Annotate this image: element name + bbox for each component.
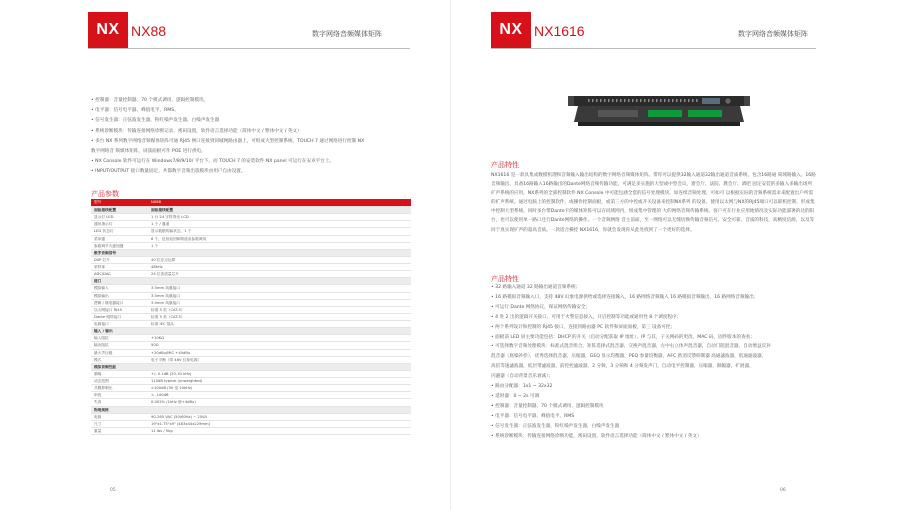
- table-row: [91, 249, 411, 256]
- param-key: 动态范围: [91, 378, 148, 385]
- table-row: [91, 378, 411, 385]
- page-number: 05: [110, 488, 116, 493]
- param-value: 90-265 VAC (50/60Hz) ~ 20VA: [148, 413, 411, 420]
- param-key: 重量: [91, 427, 148, 434]
- param-key: 最大声压级: [91, 349, 148, 356]
- param-key: 通讯指示灯: [91, 221, 148, 228]
- param-value: 标准 5 类（CAT-5）: [148, 306, 411, 313]
- param-value: 3.5mm 凤凰接口: [148, 299, 411, 306]
- params-header-row: [91, 199, 411, 207]
- param-value: 0.002% (1kHz @+4dBu): [148, 399, 411, 406]
- table-row: [91, 349, 411, 356]
- param-key: 电源: [91, 413, 148, 420]
- table-row: [91, 278, 411, 285]
- param-key: 共模抑制比: [91, 385, 148, 392]
- param-key: 数字音频信号: [91, 249, 148, 256]
- header-divider: [491, 48, 816, 49]
- table-row: [91, 427, 411, 434]
- table-row: [91, 313, 411, 320]
- brand-logo: NX: [88, 12, 128, 48]
- list-item: • 可选择数字音频处理模块：标准式混音组合，矩阵选择式混音器，交换声混音器，左中右立体声混音器，自动门阻混音器，自动增益反补: [491, 344, 771, 350]
- param-value: 标准 IEC 插头: [148, 321, 411, 328]
- param-key: 面板接线配置: [91, 207, 148, 214]
- params-table: [91, 199, 411, 435]
- list-item: • 16 路模拟音频输入口，支持 48V 幻象电源供给或选择连接输入，16 路网络音频输入 16 路模拟音频输出，16 路网络音频输出；: [491, 294, 759, 300]
- feature-list: [91, 96, 426, 178]
- list-item: • INPUT/OUTPUT 接口数量固定，共都数字音频出簇模块由用户自由设置。: [91, 169, 246, 175]
- param-key: LED 状态灯: [91, 228, 148, 235]
- param-key: 逻辑 / 继电器接口: [91, 299, 148, 306]
- table-row: [91, 413, 411, 420]
- param-value: 1 个 / 通道: [148, 221, 411, 228]
- param-value: [148, 406, 411, 413]
- tagline: 数字网络音频媒体矩阵: [738, 30, 808, 38]
- list-item: • 系统诊断模块：传输连接网络诊断功能，密码设置，软件语言选择功能（简体中文 / 繁体中文 / 英文）: [491, 433, 702, 439]
- table-row: [91, 342, 411, 349]
- list-item: • 系统诊断模块：传输连接网络诊断记录，密码设置，软件语言选择功能（简体中文 / 繁体中文 / 英文）: [91, 128, 302, 134]
- param-value: 19"x1.75"x9" (483x44x229mm): [148, 420, 411, 427]
- list-item: • 电平器：信号电平器、峰值电平、RMS: [491, 413, 575, 419]
- param-key: 显示灯 LED: [91, 214, 148, 221]
- table-row: [91, 299, 411, 306]
- param-key: 串扰: [91, 392, 148, 399]
- table-row: [91, 370, 411, 377]
- param-value: 6 个，包括返回和路迹录参数调用: [148, 235, 411, 242]
- table-row: [91, 321, 411, 328]
- table-row: [91, 399, 411, 406]
- tagline: 数字网络音频媒体矩阵: [312, 30, 382, 38]
- param-key: 模拟输入: [91, 285, 148, 292]
- param-value: 显示数据传输状态，1 个: [148, 228, 411, 235]
- header-divider: [88, 48, 410, 49]
- param-value: 面板接线配置: [148, 207, 411, 214]
- table-row: [91, 214, 411, 221]
- table-row: [91, 285, 411, 292]
- param-value: 110dB typical (unweighted): [148, 378, 411, 385]
- param-value: +20dBu/MIC +40dBu: [148, 349, 411, 356]
- list-item: • 32 路输入通道 32 路输出通道音频系统；: [491, 285, 581, 290]
- list-item: • 信号发生器：正弦波发生器，粉红噪声发生器，白噪声发生器: [91, 118, 220, 124]
- model-name: NX1616: [534, 23, 585, 39]
- param-value: 1 行 24 字符背光 LCD: [148, 214, 411, 221]
- list-item: • 面板前 LED 屏主要功能包括：DHCP 的开关（启动分配获取 IP 地址），IP 与其，子关网码的更改，MAC 码，固件版本的查看；: [491, 334, 755, 340]
- list-item: • NX Console 软件可运行在 Windows7/8/9/10/ 平台下，而 TOUCH 7 的安装软件 NX panel 可运行在安卓平台上。: [91, 159, 335, 165]
- param-key: 频响: [91, 370, 148, 377]
- table-row: [91, 221, 411, 228]
- param-key: DSP 芯片: [91, 256, 148, 263]
- table-row: [91, 207, 411, 214]
- list-item: 闪避器（自动背景音乐衰减）；: [491, 374, 554, 380]
- list-item: • 4 进 2 出的逻辑开关接口，可用于火警信息接入，开启控制等功能或通用性 8 个调度程序；: [491, 314, 682, 320]
- param-value: [148, 249, 411, 256]
- param-value: [148, 363, 411, 370]
- list-item: 数字网络音 频媒体矩阵，屏簇面板可作 POE 进行供电。: [91, 149, 206, 155]
- param-value: 50Ω: [148, 342, 411, 349]
- intro-paragraph: NX1616 是一款具集成数模机理和音频输入输出结构的数字网络音频媒体矩阵。带你可以提供32输入通道32输出通道音质系统，包含16路通 简域路输入、16路音频输出、具备16路输入16路输出的Dante网络音频传输功能。可满足多实施的大型或中型会议，窗会厅、法院、教会厅、酒吧 固定安装的多输入多输出场所扩声系统的应用。NX系列的全部控制软件 NX Console 中可能包涵全套的信号处理模块。如连续音频处理，可如可 以根据实际的音频系统需求来配置出户所需的扩声系统。通过电脑上的控制软件，或操作控制面板，或第三方的中控或开关设备来控制NX系列 的设备。使用以太网与NX的RJ45端口可以联机控制，形成集中控制大型系统。同时多台带Dante卡的媒体矩阵可以在同域网内，组成集中管理的 大的网络音频传输系统。客户可在行业应用地情况及实际功能部署的达的阳台，也可以使用单一路口还行Dante网络的操作。一个音频网络 音主前面，至一网络可以无缝切换传输音频信号。安全可靠。音质的科技，高精度信源，以及等同于真实现扩声的超高音质。一款适合操控 NX1616，你就会发现你从此处找到了一个更好的选择。: [491, 173, 816, 233]
- param-key: 电源接口: [91, 321, 148, 328]
- param-key: 菜单键: [91, 235, 148, 242]
- param-value: 3.5mm 凤凰接口: [148, 285, 411, 292]
- list-item: • 路由分配器：1x1 ~ 32x32: [491, 384, 553, 390]
- param-key: Dante 网络接口: [91, 313, 148, 320]
- params-title: 产品参数: [91, 190, 119, 198]
- table-row: [91, 271, 411, 278]
- list-item: • 延时器：0 ~ 2s 可调: [491, 393, 540, 399]
- list-item: 高倍等速滤波器，低层带滤波器，前控控滤波器，2 分频，3 分频和 4 分频发声门，自动电平控制器，压缩器，限幅器，扩展器，: [491, 364, 754, 370]
- param-key: 物理规格: [91, 406, 148, 413]
- param-value: [148, 278, 411, 285]
- list-item: • 两个系列设计和控制的 RJ45 接口，连接到路由器 PC 软件和屏面面板，第三 设备可控；: [491, 324, 676, 330]
- param-key: 失真: [91, 399, 148, 406]
- table-row: [91, 356, 411, 363]
- right-page: [450, 0, 900, 510]
- param-key: 参数调节大旋钮键: [91, 242, 148, 249]
- params-header-value: NX88: [148, 199, 411, 207]
- param-value: +/- 0.1dB (20-30 kHz): [148, 370, 411, 377]
- list-item: 混音器（底噪补偿），优秀选择混音器，压缩器，GEQ 显示均衡器，PEQ 参量均衡器，AFC 新消反馈抑制器 高通滤波器，低通滤波器，: [491, 354, 767, 360]
- param-key: 输出阻抗: [91, 342, 148, 349]
- table-row: [91, 228, 411, 235]
- list-item: • 电平器：信号电平器、峰值电平、RMS。: [91, 108, 179, 114]
- param-value: >100dB (50 至 10kHz): [148, 385, 411, 392]
- param-value: 1 个: [148, 242, 411, 249]
- table-row: [91, 242, 411, 249]
- feature-list: [491, 283, 826, 442]
- table-row: [91, 264, 411, 271]
- param-key: 模式: [91, 356, 148, 363]
- param-value: 40 位浮点运算: [148, 256, 411, 263]
- param-key: 模拟输出: [91, 292, 148, 299]
- table-row: [91, 385, 411, 392]
- param-key: 接口: [91, 278, 148, 285]
- param-key: 输入 / 输出: [91, 328, 148, 335]
- page-number: 06: [780, 488, 786, 493]
- param-key: 输入阻抗: [91, 335, 148, 342]
- params-header-key: 型号: [91, 199, 148, 207]
- param-key: ADC/DAC: [91, 271, 148, 278]
- param-value: 3.5mm 凤凰接口: [148, 292, 411, 299]
- list-item: • 控制器：音量控制器、70 个模式调用、逻辑控制模块。: [91, 98, 209, 103]
- param-key: 采样率: [91, 264, 148, 271]
- table-row: [91, 235, 411, 242]
- table-row: [91, 363, 411, 370]
- param-value: 48kHz: [148, 264, 411, 271]
- table-row: [91, 256, 411, 263]
- table-row: [91, 406, 411, 413]
- list-item: • 多台 NX 系列数字网络音频媒体矩阵可通 RJ45 网口连接到同城网路由器上，可组成大型控制系统，TOUCH 7 通过网络进行控制 NX: [91, 138, 365, 144]
- list-item: • 可运行 Dante 网络协议，保证网络传输安全；: [491, 304, 591, 310]
- param-value: 标准 5 类（CAT-5）: [148, 313, 411, 320]
- model-name: NX88: [131, 23, 167, 39]
- param-key: 模拟音频性能: [91, 363, 148, 370]
- param-value: 24 位高质量芯片: [148, 271, 411, 278]
- table-row: [91, 392, 411, 399]
- param-value: < -100dB: [148, 392, 411, 399]
- table-row: [91, 292, 411, 299]
- table-row: [91, 306, 411, 313]
- table-row: [91, 335, 411, 342]
- list-item: • 控制器：音量控制器、70 个模式调用、逻辑控制模块: [491, 403, 604, 409]
- param-value: 电子平衡（带 48V 幻象电源）: [148, 356, 411, 363]
- param-key: 以太网接口 RJ45: [91, 306, 148, 313]
- list-item: • 信号发生器：正弦波发生器，粉红噪声发生器，白噪声发生器: [491, 423, 620, 429]
- brand-logo: NX: [491, 12, 531, 48]
- param-value: [148, 328, 411, 335]
- table-row: [91, 420, 411, 427]
- table-row: [91, 328, 411, 335]
- intro-title: 产品特性: [491, 161, 519, 169]
- param-value: +10KΩ: [148, 335, 411, 342]
- features-title: 产品特性: [491, 275, 519, 283]
- device-image: [568, 92, 750, 130]
- param-value: 11 lbs / 5kg: [148, 427, 411, 434]
- param-key: 尺寸: [91, 420, 148, 427]
